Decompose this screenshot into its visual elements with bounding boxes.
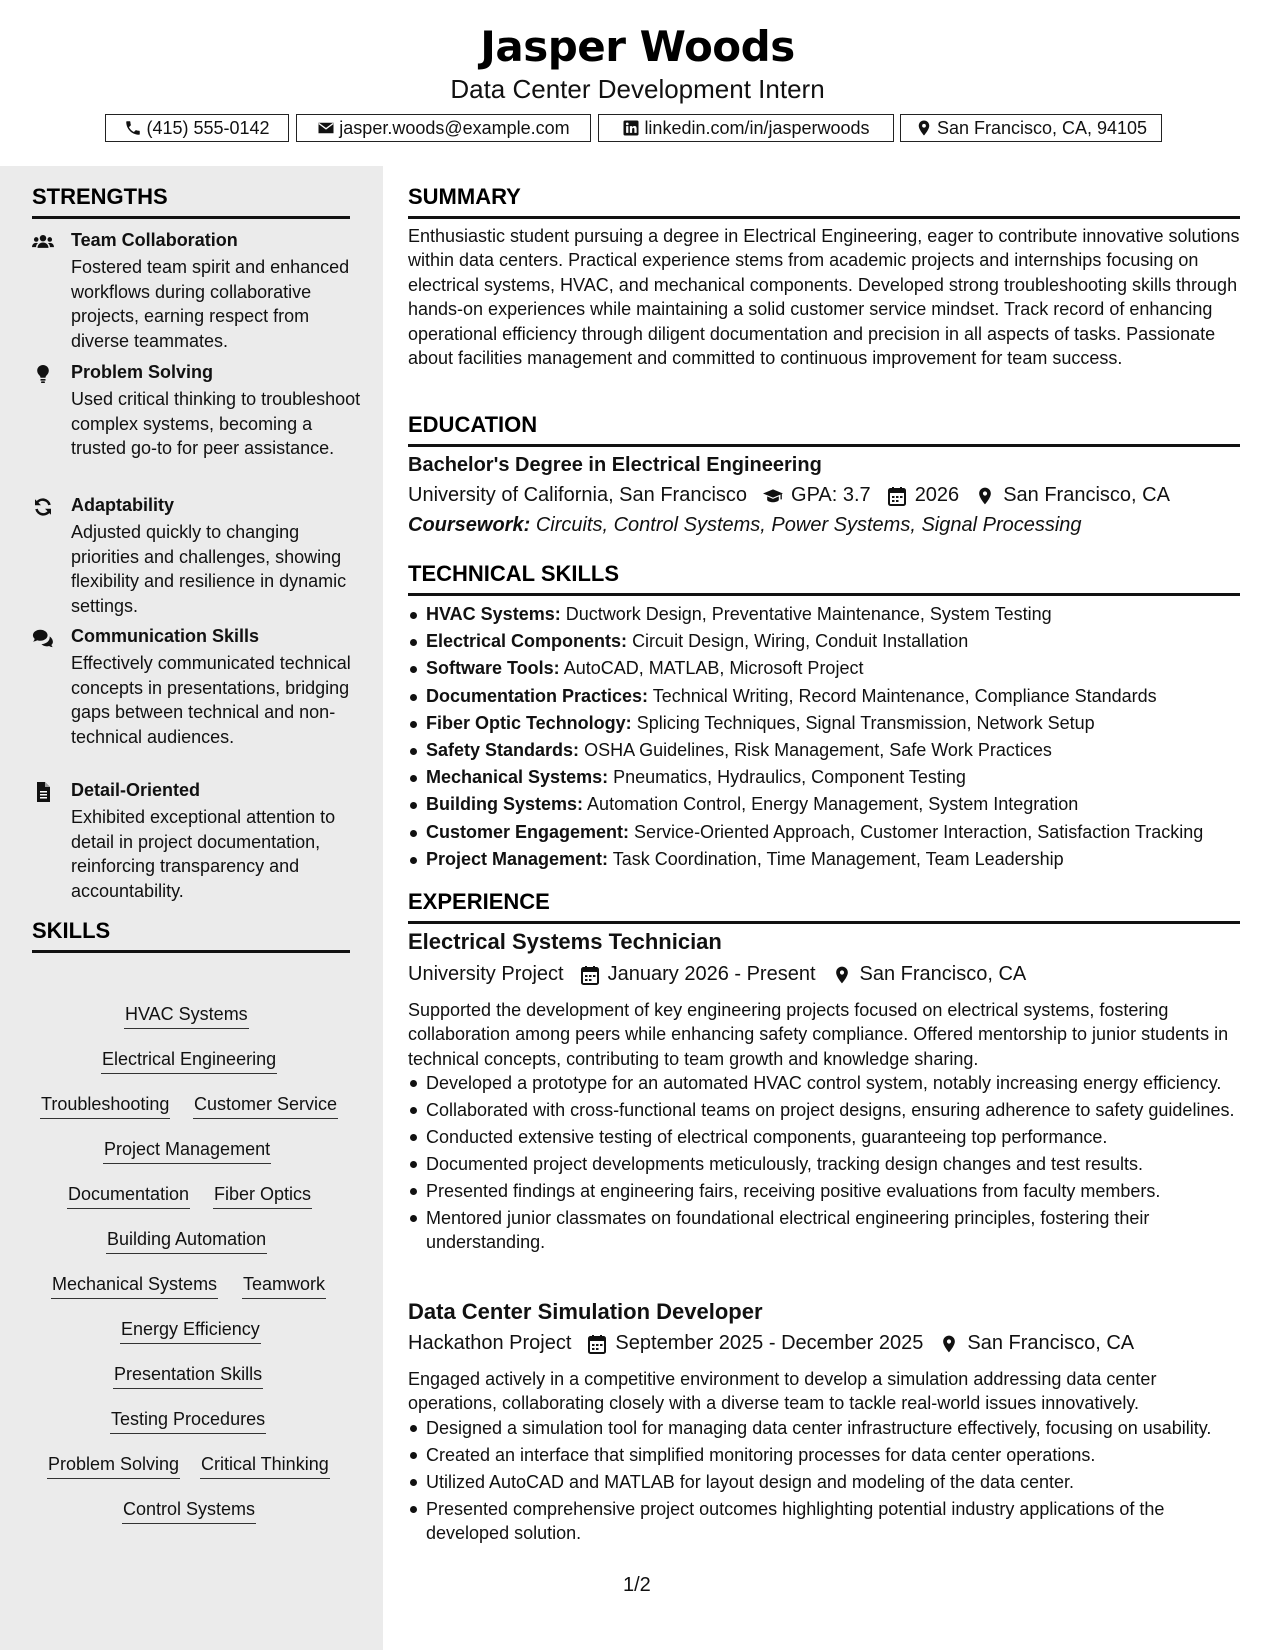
list-item bbox=[408, 683, 1240, 710]
skill-category: Electrical Components: bbox=[426, 631, 628, 652]
strength-description: Used critical thinking to troubleshoot complex systems, becoming a trusted go-to for peer assistance. bbox=[71, 389, 361, 458]
skill-values: Pneumatics, Hydraulics, Component Testing bbox=[613, 767, 966, 788]
list-item bbox=[408, 1152, 1240, 1176]
strength-title: Detail-Oriented bbox=[71, 780, 201, 800]
skill-tag: Critical Thinking bbox=[200, 1454, 330, 1479]
main-content bbox=[408, 166, 1240, 1650]
achievement-text: Collaborated with cross-functional teams on project designs, ensuring adherence to safety guidelines. bbox=[426, 1099, 1235, 1120]
achievement-text: Utilized AutoCAD and MATLAB for layout design and modeling of the data center. bbox=[426, 1471, 1075, 1492]
skill-tag: Customer Service bbox=[193, 1094, 338, 1119]
contact-linkedin[interactable] bbox=[598, 114, 894, 142]
list-item bbox=[408, 601, 1240, 628]
users-icon bbox=[32, 232, 56, 252]
experience-heading: EXPERIENCE bbox=[408, 889, 1240, 924]
job-dates: September 2025 - December 2025 bbox=[615, 1332, 924, 1354]
achievement-text: Presented findings at engineering fairs, receiving positive evaluations from faculty members. bbox=[426, 1180, 1161, 1201]
achievement-text: Designed a simulation tool for managing data center infrastructure effectively, focusing on usability. bbox=[426, 1418, 1212, 1438]
skill-values: Technical Writing, Record Maintenance, Compliance Standards bbox=[652, 685, 1157, 706]
job-achievements bbox=[408, 1416, 1240, 1548]
graduation-year: 2026 bbox=[914, 484, 960, 506]
contact-text: San Francisco, CA, 94105 bbox=[936, 117, 1148, 138]
technical-skills-list bbox=[408, 601, 1240, 873]
skill-tag: Control Systems bbox=[122, 1499, 256, 1524]
contact-email[interactable] bbox=[296, 114, 591, 142]
calendar-icon bbox=[587, 1334, 607, 1354]
list-item bbox=[408, 1098, 1240, 1122]
skill-tag: Teamwork bbox=[242, 1274, 326, 1299]
summary-heading: SUMMARY bbox=[408, 184, 1240, 219]
skill-category: Fiber Optic Technology: bbox=[426, 712, 632, 733]
list-item bbox=[408, 737, 1240, 764]
skill-tag: HVAC Systems bbox=[124, 1004, 249, 1029]
map-pin-icon bbox=[915, 119, 933, 137]
list-item bbox=[408, 819, 1240, 846]
skill-category: Software Tools: bbox=[426, 658, 560, 679]
list-item bbox=[408, 764, 1240, 791]
skill-values: Splicing Techniques, Signal Transmission, Network Setup bbox=[636, 712, 1095, 733]
achievement-text: Conducted extensive testing of electrical components, guaranteeing top performance. bbox=[426, 1126, 1108, 1147]
education-meta bbox=[408, 484, 1170, 507]
achievement-text: Presented comprehensive project outcomes highlighting potential industry applications of the developed solution. bbox=[426, 1498, 1165, 1544]
skill-tag: Energy Efficiency bbox=[120, 1319, 261, 1344]
skill-tag: Building Automation bbox=[106, 1229, 267, 1254]
list-item bbox=[408, 1071, 1240, 1095]
skill-category: Customer Engagement: bbox=[426, 821, 630, 842]
list-item bbox=[408, 1443, 1240, 1467]
skill-category: Building Systems: bbox=[426, 794, 584, 815]
skill-tag: Mechanical Systems bbox=[51, 1274, 218, 1299]
lightbulb-icon bbox=[32, 364, 56, 384]
strength-description: Effectively communicated technical concepts in presentations, bridging gaps between technical and non-technical audiences. bbox=[71, 653, 351, 747]
map-pin-icon bbox=[939, 1334, 959, 1354]
map-pin-icon bbox=[832, 965, 852, 985]
skill-tag: Presentation Skills bbox=[113, 1364, 263, 1389]
resume-header bbox=[0, 0, 1275, 166]
skill-values: Task Coordination, Time Management, Team Leadership bbox=[612, 848, 1064, 869]
skill-category: HVAC Systems: bbox=[426, 604, 561, 624]
strength-title: Adaptability bbox=[71, 495, 175, 515]
list-item bbox=[408, 846, 1240, 873]
strength-description: Exhibited exceptional attention to detail in project documentation, reinforcing transparency and accountability. bbox=[71, 807, 336, 901]
list-item bbox=[408, 1179, 1240, 1203]
contact-text: jasper.woods@example.com bbox=[339, 117, 570, 138]
contact-phone[interactable] bbox=[105, 114, 289, 142]
graduation-cap-icon bbox=[763, 486, 783, 506]
skill-values: Ductwork Design, Preventative Maintenance, System Testing bbox=[565, 604, 1052, 624]
skill-values: Automation Control, Energy Management, System Integration bbox=[587, 794, 1079, 815]
strength-title: Team Collaboration bbox=[71, 230, 238, 250]
achievement-text: Created an interface that simplified monitoring processes for data center operations. bbox=[426, 1444, 1096, 1465]
strength-title: Communication Skills bbox=[71, 626, 260, 646]
achievement-text: Developed a prototype for an automated HVAC control system, notably increasing energy efficiency. bbox=[426, 1073, 1222, 1093]
strengths-heading: STRENGTHS bbox=[32, 184, 350, 219]
job-description: Engaged actively in a competitive environment to develop a simulation addressing data center operations, collaborating closely with a diverse team to tackle real-world issues innovatively. bbox=[408, 1369, 1157, 1414]
job-location: San Francisco, CA bbox=[967, 1332, 1135, 1354]
job-title: Electrical Systems Technician bbox=[408, 929, 722, 954]
list-item bbox=[408, 1470, 1240, 1494]
skill-tag: Project Management bbox=[103, 1139, 271, 1164]
list-item bbox=[408, 655, 1240, 682]
skill-values: AutoCAD, MATLAB, Microsoft Project bbox=[563, 658, 864, 679]
gpa: GPA: 3.7 bbox=[791, 484, 871, 506]
phone-icon bbox=[124, 119, 142, 137]
list-item bbox=[408, 710, 1240, 737]
list-item bbox=[408, 628, 1240, 655]
coursework-line bbox=[408, 514, 1082, 537]
job-title: Data Center Simulation Developer bbox=[408, 1299, 763, 1324]
skill-tag: Testing Procedures bbox=[110, 1409, 266, 1434]
sidebar bbox=[0, 166, 383, 1650]
list-item bbox=[408, 1206, 1240, 1255]
candidate-name: Jasper Woods bbox=[480, 22, 795, 71]
job-meta bbox=[408, 1332, 1134, 1355]
document-icon bbox=[32, 782, 56, 802]
job-organization: Hackathon Project bbox=[408, 1332, 572, 1354]
calendar-icon bbox=[580, 965, 600, 985]
chat-bubbles-icon bbox=[32, 628, 56, 648]
contact-text: (415) 555-0142 bbox=[146, 117, 270, 138]
strength-description: Fostered team spirit and enhanced workflows during collaborative projects, earning respect from diverse teammates. bbox=[71, 257, 350, 351]
coursework-label: Coursework: bbox=[408, 514, 531, 536]
list-item bbox=[408, 1125, 1240, 1149]
skills-heading: SKILLS bbox=[32, 918, 350, 953]
achievement-text: Documented project developments meticulously, tracking design changes and test results. bbox=[426, 1153, 1144, 1174]
list-item bbox=[408, 1497, 1240, 1546]
skill-category: Project Management: bbox=[426, 848, 609, 869]
summary-text: Enthusiastic student pursuing a degree in Electrical Engineering, eager to contribute innovative solutions within data centers. Practical experience stems from academic projects and internships focusing on electrical systems, HVAC, and mechanical components. Developed strong troubleshooting skills through hands-on experiences while maintaining a solid customer service mindset. Track record of enhancing operational efficiency through diligent documentation and precision in all aspects of tasks. Passionate about facilities management and committed to continuous improvement for team success. bbox=[408, 226, 1240, 369]
sync-icon bbox=[32, 497, 56, 517]
job-description: Supported the development of key engineering projects focused on electrical systems, fostering collaboration among peers while enhancing safety compliance. Offered mentorship to junior students in technical concepts, contributing to team growth and knowledge sharing. bbox=[408, 1000, 1229, 1069]
map-pin-icon bbox=[975, 486, 995, 506]
list-item bbox=[408, 1416, 1240, 1440]
job-organization: University Project bbox=[408, 963, 564, 985]
job-location: San Francisco, CA bbox=[859, 963, 1027, 985]
degree-title: Bachelor's Degree in Electrical Engineering bbox=[408, 454, 822, 476]
job-achievements bbox=[408, 1071, 1240, 1257]
school-name: University of California, San Francisco bbox=[408, 484, 748, 506]
linkedin-icon bbox=[622, 119, 640, 137]
achievement-text: Mentored junior classmates on foundational electrical engineering principles, fostering their understanding. bbox=[426, 1207, 1150, 1252]
skill-tag: Fiber Optics bbox=[213, 1184, 312, 1209]
candidate-title: Data Center Development Intern bbox=[450, 74, 825, 104]
page-number: 1/2 bbox=[623, 1574, 651, 1596]
skill-values: Circuit Design, Wiring, Conduit Installation bbox=[632, 631, 969, 652]
list-item bbox=[408, 791, 1240, 818]
job-meta bbox=[408, 963, 1026, 986]
strength-description: Adjusted quickly to changing priorities and challenges, showing flexibility and resilience in dynamic settings. bbox=[71, 522, 347, 616]
strength-title: Problem Solving bbox=[71, 362, 214, 382]
skill-category: Safety Standards: bbox=[426, 739, 580, 760]
skill-tag: Problem Solving bbox=[47, 1454, 180, 1479]
calendar-icon bbox=[887, 486, 907, 506]
skill-tag: Troubleshooting bbox=[40, 1094, 170, 1119]
skill-category: Documentation Practices: bbox=[426, 685, 649, 706]
skill-values: Service-Oriented Approach, Customer Interaction, Satisfaction Tracking bbox=[634, 821, 1204, 842]
skill-tag: Documentation bbox=[67, 1184, 190, 1209]
technical-skills-heading: TECHNICAL SKILLS bbox=[408, 561, 1240, 596]
education-location: San Francisco, CA bbox=[1003, 484, 1170, 506]
skill-values: OSHA Guidelines, Risk Management, Safe Work Practices bbox=[584, 739, 1052, 760]
education-heading: EDUCATION bbox=[408, 412, 1240, 447]
skill-category: Mechanical Systems: bbox=[426, 767, 609, 788]
contact-location[interactable] bbox=[900, 114, 1162, 142]
envelope-icon bbox=[317, 119, 335, 137]
skill-tag: Electrical Engineering bbox=[101, 1049, 277, 1074]
contact-text: linkedin.com/in/jasperwoods bbox=[644, 117, 870, 138]
job-dates: January 2026 - Present bbox=[607, 963, 816, 985]
coursework-list: Circuits, Control Systems, Power Systems, Signal Processing bbox=[535, 514, 1082, 536]
